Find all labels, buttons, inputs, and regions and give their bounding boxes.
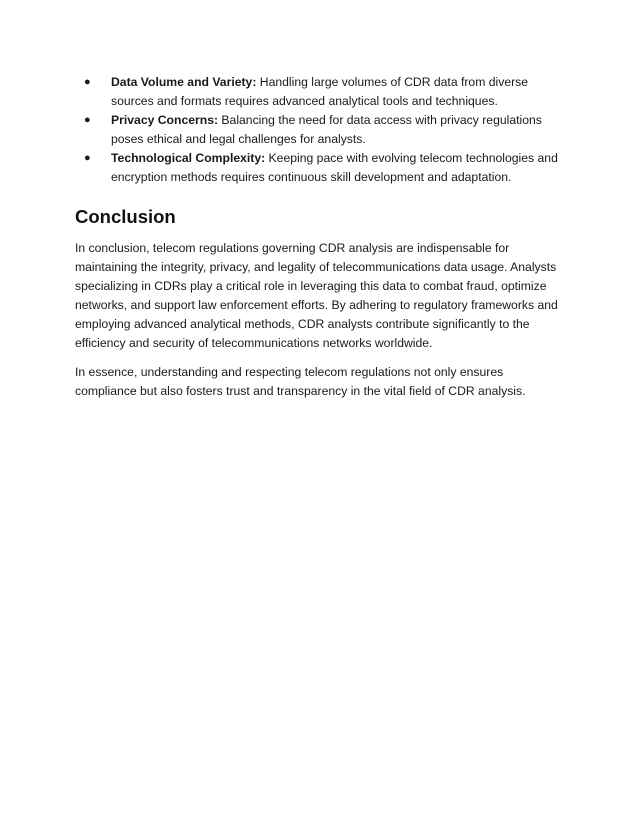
page-content (75, 73, 567, 401)
list-item-term: Data Volume and Variety: (111, 75, 257, 89)
challenges-list (75, 73, 567, 187)
bullet-icon: ● (84, 76, 91, 88)
bullet-icon: ● (84, 152, 91, 164)
list-item-text: Balancing the need for data access with privacy regulations poses ethical and legal challenges for analysts. (111, 113, 542, 146)
conclusion-paragraph: In conclusion, telecom regulations governing CDR analysis are indispensable for maintaining the integrity, privacy, and legality of telecommunications data usage. Analysts specializing in CDRs play a critical role in leveraging this data to combat fraud, optimize networks, and support law enforcement efforts. By adhering to regulatory frameworks and employing advanced analytical methods, CDR analysts contribute significantly to the efficiency and security of telecommunications networks worldwide. (75, 241, 558, 350)
list-item-term: Technological Complexity: (111, 151, 266, 165)
list-item (75, 149, 567, 187)
bullet-icon: ● (84, 114, 91, 126)
list-item-text: Keeping pace with evolving telecom technologies and encryption methods requires continuous skill development and adaptation. (111, 151, 558, 184)
list-item-term: Privacy Concerns: (111, 113, 219, 127)
list-item (75, 73, 567, 111)
list-item (75, 111, 567, 149)
conclusion-paragraph: In essence, understanding and respecting telecom regulations not only ensures compliance but also fosters trust and transparency in the vital field of CDR analysis. (75, 365, 526, 398)
list-item-text: Handling large volumes of CDR data from diverse sources and formats requires advanced analytical tools and techniques. (111, 75, 529, 108)
conclusion-heading: Conclusion (75, 206, 176, 227)
